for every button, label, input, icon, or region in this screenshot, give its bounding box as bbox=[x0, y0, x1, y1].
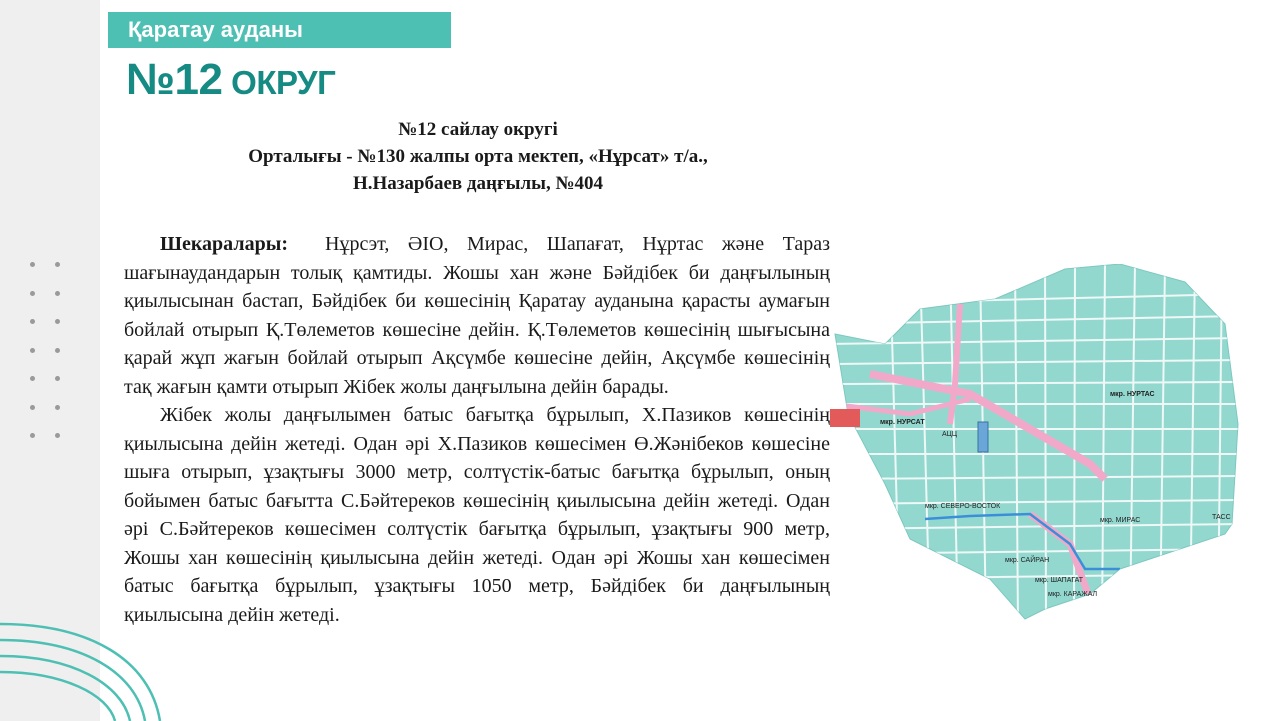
info-line-3: Н.Назарбаев даңғылы, №404 bbox=[352, 173, 604, 194]
paragraph-2: Жібек жолы даңғылымен батыс бағытқа бұрылып, Х.Пазиков көшесінің қиылысына дейін жетеді. Одан әрі Х.Пазиков көшесімен Ө.Жәнібеков көшесіне шыға отырып, ұзақтығы 3000 метр, солтүстік-батыс бағытқа бұрылып, оның бойымен батыс бағытта С.Бәйтереков көшесінің қиылысына дейін жетеді. Одан әрі С.Бәйтереков көшесімен солтүстік бағытқа бұрылып, ұзақтығы 900 метр, Жошы хан көшесінің қиылысына дейін жетеді. Одан әрі Жошы хан көшесімен батыс бағытқа бұрылып, ұзақтығы 1050 метр, Бәйдібек би даңғылының қиылысына дейін жетеді. bbox=[124, 404, 830, 626]
okrug-number: №12 bbox=[126, 55, 223, 104]
map-label-miras: мкр. МИРАС bbox=[1100, 517, 1141, 524]
district-info-header bbox=[126, 116, 830, 197]
okrug-word: ОКРУГ bbox=[231, 64, 336, 101]
map-label-severo-vostok: мкр. СЕВЕРО-ВОСТОК bbox=[925, 503, 1001, 510]
dot-grid-decoration bbox=[30, 262, 70, 462]
map-label-sairan: мкр. САЙРАН bbox=[1005, 557, 1050, 564]
paragraph-1 bbox=[124, 230, 830, 401]
paragraph-1-text: Нұрсэт, ӘІО, Мирас, Шапағат, Нұртас және Тараз шағынаудандарын толық қамтиды. Жошы хан және Бәйдібек би даңғылының қиылысынан бастап, Бәйдібек би көшесінің Қаратау ауданына қарасты аумағын бойлай отырып Қ.Төлеметов көшесіне дейін. Қ.Төлеметов көшесінің шығысына қарай жұп жағын бойлай отырып Ақсүмбе көшесіне дейін, Ақсүмбе көшесінің тақ жағын қамти отырып Жібек жолы даңғылына дейін барады. bbox=[124, 233, 831, 398]
map-marker-box bbox=[830, 409, 860, 427]
district-map bbox=[830, 264, 1240, 624]
map-landmark-building bbox=[978, 422, 988, 452]
map-label-karazhal: мкр. КАРАЖАЛ bbox=[1048, 591, 1098, 598]
map-label-nurtas: мкр. НУРТАС bbox=[1110, 391, 1155, 398]
info-line-1: №12 сайлау округі bbox=[398, 119, 558, 140]
map-label-tass: ТАСС bbox=[1212, 514, 1231, 521]
boundary-description bbox=[124, 230, 830, 629]
district-title: Қаратау ауданы bbox=[128, 17, 303, 42]
info-line-2: Орталығы - №130 жалпы орта мектеп, «Нұрсат» т/а., bbox=[248, 146, 708, 167]
map-label-shapagat: мкр. ШАПАГАТ bbox=[1035, 577, 1084, 584]
map-label-acc: АЦЦ bbox=[942, 431, 958, 438]
boundaries-label: Шекаралары: bbox=[160, 233, 288, 255]
okrug-title bbox=[126, 52, 335, 111]
map-label-nursat: мкр. НУРСАТ bbox=[880, 419, 925, 426]
